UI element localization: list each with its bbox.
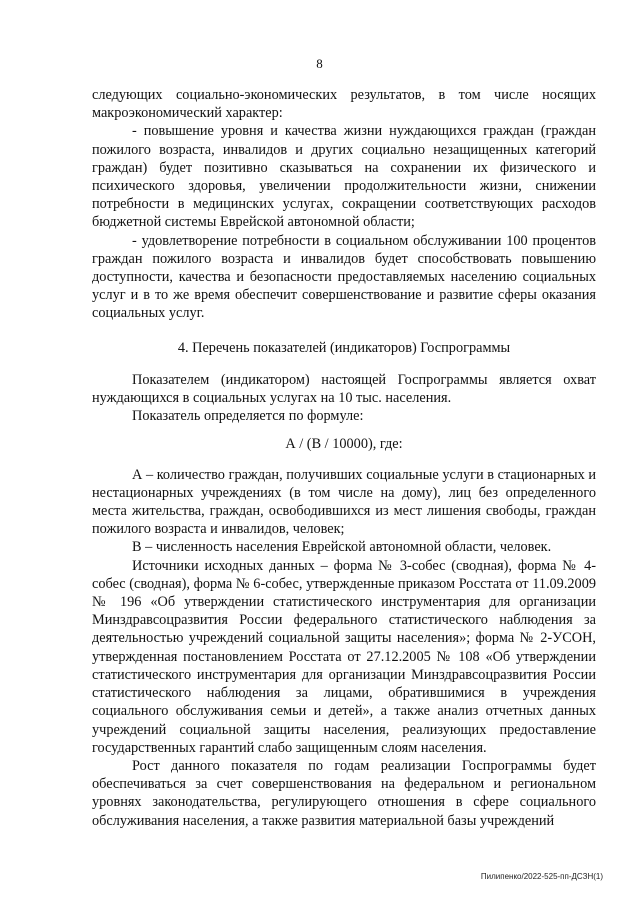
formula: А / (В / 10000), где: — [285, 436, 403, 453]
paragraph-indicator: Показателем (индикатором) настоящей Госпрограммы является охват нуждающихся в социальных услугах на 10 тыс. населения. — [92, 371, 596, 407]
paragraph-formula-intro: Показатель определяется по формуле: — [132, 408, 364, 425]
paragraph-bullet-service-needs: - удовлетворение потребности в социальном обслуживании 100 процентов граждан пожилого возраста и инвалидов будет способствовать повышению доступности, качества и безопасности предоставляемых населению социальных услуг и в то же время обеспечит совершенствование и развитие сферы оказания социальных услуг. — [92, 232, 596, 322]
paragraph-growth: Рост данного показателя по годам реализации Госпрограммы будет обеспечиваться за счет совершенствования на федеральном и региональном уровнях законодательства, регулирующего отношения в сфере социального обслуживания населения, а также развития материальной базы учреждений — [92, 757, 596, 829]
paragraph-definition-a: А – количество граждан, получивших социальные услуги в стационарных и нестационарных учреждениях (в том числе на дому), лиц без определенного места жительства, граждан, освободившихся из мест лишения свободы, граждан пожилого возраста и инвалидов, человек; — [92, 466, 596, 538]
paragraph-data-sources: Источники исходных данных – форма № 3-собес (сводная), форма № 4-собес (сводная), форма № 6-собес, утвержденные приказом Росстата от 11.09.2009 № 196 «Об утверждении статистического инструментария для организации Минздравсоцразвития России федерального статистического наблюдения за деятельностью учреждений социальной защиты населения»; форма № 2-УСОН, утвержденная постановлением Росстата от 27.12.2005 № 108 «Об утверждении статистического инструментария для организации Минздравсоцразвития России статистического наблюдения за лицами, обратившимися в учреждения социального обслуживания семьи и детей», а также анализ отчетных данных учреждений социальной защиты населения, реализующих предоставление государственных гарантий слабо защищенным слоям населения. — [92, 557, 596, 756]
paragraph-bullet-quality-of-life: - повышение уровня и качества жизни нуждающихся граждан (граждан пожилого возраста, инвалидов и других социально незащищенных категорий граждан) будет позитивно сказываться на сохранении их физического и психического здоровья, увеличении продолжительности жизни, снижении потребности в медицинских услугах, сокращении соответствующих расходов бюджетной системы Еврейской автономной области; — [92, 123, 596, 231]
section-heading: 4. Перечень показателей (индикаторов) Госпрограммы — [177, 339, 511, 356]
page-number: 8 — [316, 56, 323, 71]
paragraph-continuation: следующих социально-экономических результатов, в том числе носящих макроэкономический характер: — [92, 87, 596, 122]
paragraph-definition-b: В – численность населения Еврейской автономной области, человек. — [132, 539, 552, 556]
document-body — [92, 86, 596, 830]
document-code: Пилипенко/2022-525-пп-ДСЗН(1) — [480, 872, 603, 881]
